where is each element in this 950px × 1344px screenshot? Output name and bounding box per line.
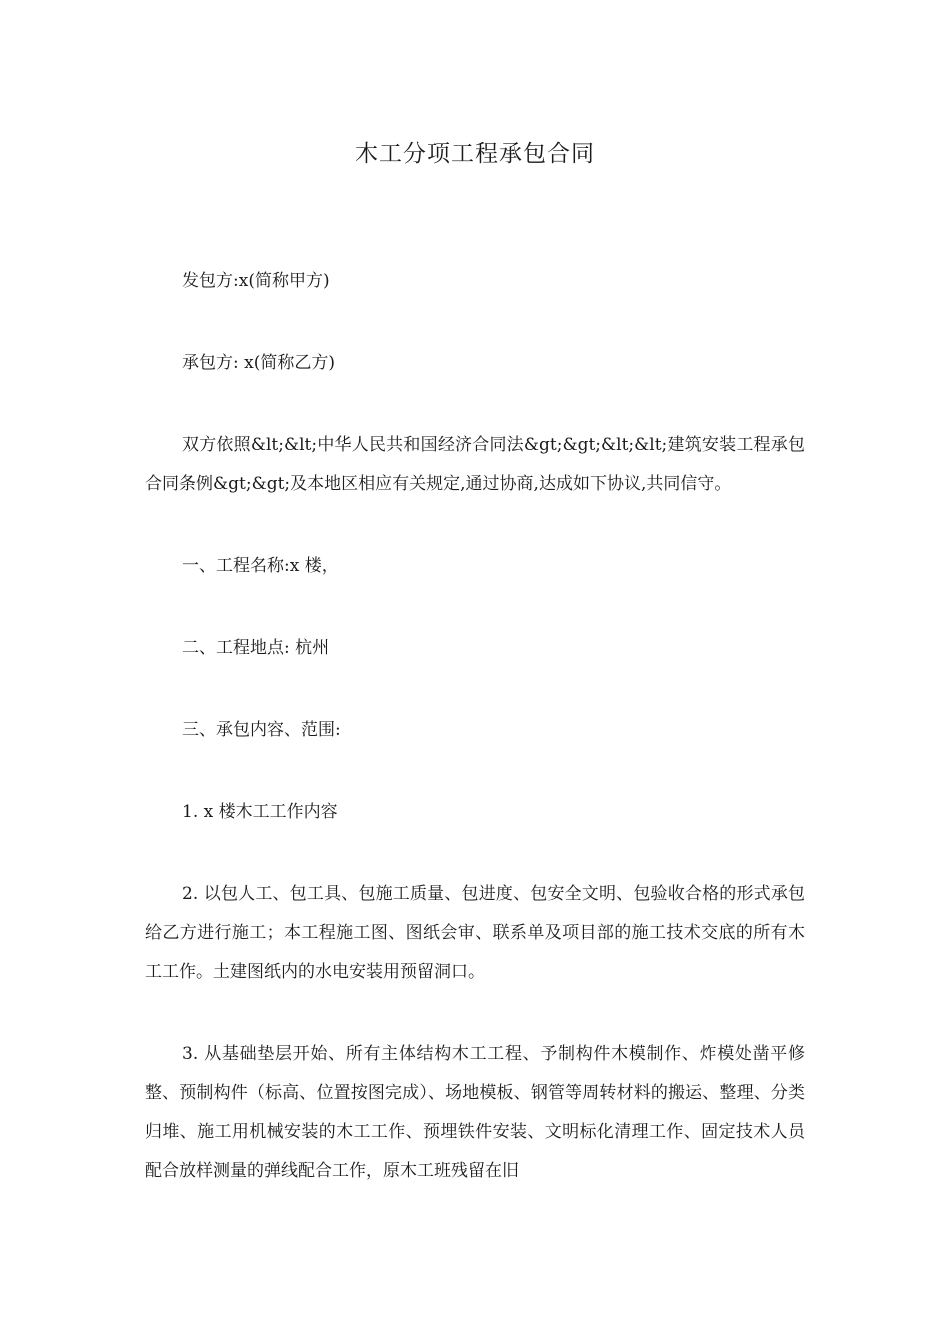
scope-item-2: 2. 以包人工、包工具、包施工质量、包进度、包安全文明、包验收合格的形式承包给乙方进行施工；本工程施工图、图纸会审、联系单及项目部的施工技术交底的所有木工工作。土建图纸内的水电安装用预留洞口。 [145,884,805,982]
document-body [145,262,805,1234]
section-project-location: 二、工程地点: 杭州 [182,638,330,658]
document-title: 木工分项工程承包合同 [355,141,595,167]
party-b-line: 承包方: x(简称乙方) [182,353,335,373]
section-project-name: 一、工程名称:x 楼， [182,556,339,576]
scope-item-1: 1. x 楼木工工作内容 [182,802,338,822]
section-scope-heading: 三、承包内容、范围: [182,720,341,740]
preamble-paragraph: 双方依照&lt;&lt;中华人民共和国经济合同法&gt;&gt;&lt;&lt;建筑安装工程承包合同条例&gt;&gt;及本地区相应有关规定,通过协商,达成如下协议,共同信守。 [145,435,805,494]
scope-item-3: 3. 从基础垫层开始、所有主体结构木工工程、予制构件木模制作、炸模处凿平修整、预制构件（标高、位置按图完成）、场地模板、钢管等周转材料的搬运、整理、分类归堆、施工用机械安装的木工工作、预埋铁件安装、文明标化清理工作、固定技术人员配合放样测量的弹线配合工作，原木工班残留在旧 [145,1044,805,1181]
party-a-line: 发包方:x(简称甲方) [182,271,330,291]
